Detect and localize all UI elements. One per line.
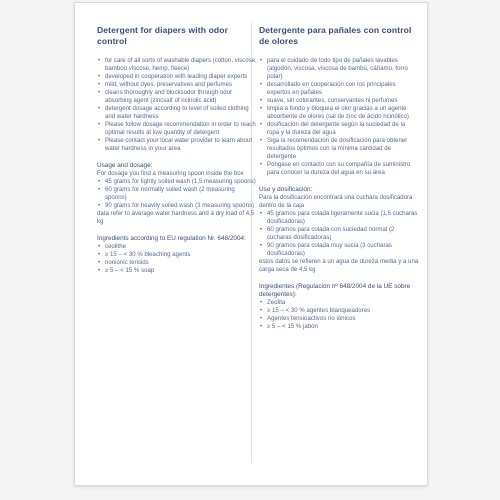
english-bullet: • Please follow dosage recommendation in order to reach optimal results at low quantity of detergent (97, 121, 257, 137)
spanish-usage-heading: Uso y dosificación: (259, 186, 313, 193)
english-ingredient: • ≥ 15 – < 30 % bleaching agents (97, 251, 257, 259)
spanish-ingredient: • ≥ 15 – < 30 % agentes blanqueadores (259, 307, 419, 315)
english-usage-section (97, 162, 257, 226)
english-ingredients-list (97, 243, 257, 275)
spanish-bullet: • Siga la recomendación de dosificación para obtener resultados óptimos con la mínima cantidad de detergente (259, 137, 419, 161)
english-dosage-item: • 60 grams for normally soiled wash (2 measuring spoons) (97, 186, 257, 202)
english-title: Detergent for diapers with odor control (97, 25, 229, 46)
spanish-dosage-item: • 90 gramos para colada muy sucia (3 cucharas dosificadoras) (259, 242, 419, 258)
spanish-bullet: • dosificación del detergente según la suciedad de la ropa y la dureza del agua (259, 121, 419, 137)
english-usage-heading: Usage and dosage: (97, 162, 153, 169)
english-bullet-list (97, 57, 257, 153)
spanish-bullet: • suave, sin colorantes, conservantes ni perfumes (259, 97, 419, 105)
english-usage-note: data refer to average water hardness and a dry load of 4,5 kg (97, 210, 255, 225)
english-ingredients-section (97, 235, 257, 275)
english-ingredient: • nonionic tensids (97, 259, 257, 267)
english-bullet: • developed in cooperation with leading diaper experts (97, 73, 257, 81)
spanish-bullet: • limpia a fondo y bloquea el olor gracias a un agente absorbente de olores (sal de zinc de ácido ricinólico) (259, 105, 419, 121)
spanish-ingredient: • Agentes tensioactivos no iónicos (259, 315, 419, 323)
english-usage-intro: For dosage you find a measuring spoon inside the box (97, 170, 244, 177)
english-column (97, 25, 257, 275)
english-bullet: • for care of all sorts of washable diapers (cotton, viscose, bamboo viscose, hemp, fleece) (97, 57, 257, 73)
english-bullet: • cleans thoroughly and blocksodor through odor absorbing agent (zincsalt of ricinolic acid) (97, 89, 257, 105)
spanish-dosage-item: • 45 gramos para colada ligeramente sucia (1,5 cucharas dosificadoras) (259, 210, 419, 226)
english-bullet: • Please contact your local water provider to learn about water hardness in your area (97, 137, 257, 153)
spanish-ingredients-heading: Ingredientes (Regulación nº 648/2004 de la UE sobre detergentes): (259, 283, 411, 298)
english-dosage-list (97, 178, 257, 210)
spanish-bullet: • desarrollado en cooperación con los principales expertos en pañales (259, 81, 419, 97)
product-sheet (74, 2, 428, 486)
spanish-dosage-list (259, 210, 419, 258)
english-dosage-item: • 45 grams for lightly soiled wash (1,5 measuring spoons) (97, 178, 257, 186)
english-bullet: • mild, without dyes, preservatives and perfumes (97, 81, 257, 89)
spanish-ingredients-section (259, 283, 419, 331)
spanish-usage-intro: Para la dosificación encontrará una cuchara dosificadora dentro de la caja (259, 194, 413, 209)
english-dosage-item: • 90 grams for heavily soiled wash (3 measuring spoons) (97, 202, 257, 210)
spanish-title: Detergente para pañales con control de olores (259, 25, 412, 46)
english-ingredient: • ceolithe (97, 243, 257, 251)
spanish-ingredient: • Zeolita (259, 299, 419, 307)
english-bullet: • detergent dosage according to level of soiled clothing and water hardness (97, 105, 257, 121)
spanish-usage-note: estos datos se refieren a un agua de dureza media y a una carga seca de 4,5 kg (259, 258, 419, 273)
spanish-ingredient: • ≥ 5 – < 15 % jabón (259, 323, 419, 331)
spanish-bullet: • Póngase en contacto con su compañía de suministro para conocer la dureza del agua en su área (259, 161, 419, 177)
spanish-column (259, 25, 419, 331)
spanish-usage-section (259, 186, 419, 274)
spanish-bullet: • para el cuidado de todo tipo de pañales lavables (algodón, viscosa, viscosa de bambú, cáñamo, forro polar) (259, 57, 419, 81)
spanish-ingredients-list (259, 299, 419, 331)
english-ingredients-heading: Ingredients according to EU regulation Nr. 648/2004: (97, 235, 246, 242)
english-ingredient: • ≥ 5 – < 15 % soap (97, 267, 257, 275)
spanish-dosage-item: • 60 gramos para colada con suciedad normal (2 cucharas dosificadoras) (259, 226, 419, 242)
spanish-bullet-list (259, 57, 419, 177)
